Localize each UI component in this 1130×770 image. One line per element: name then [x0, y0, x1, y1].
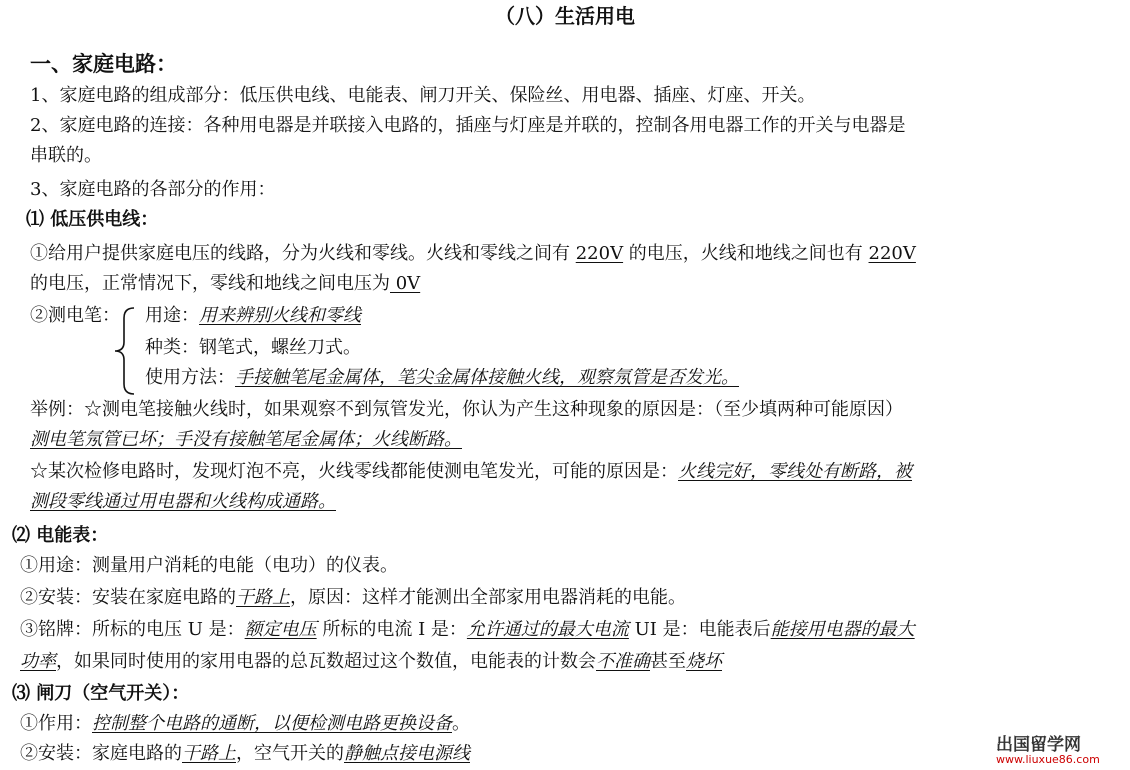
text: ③铭牌：所标的电压 U 是： [20, 619, 245, 640]
text: UI 是：电能表后 [628, 619, 771, 640]
answer-blank: 用来辨别火线和零线 [199, 305, 361, 326]
supply-line-text-2 [30, 272, 420, 296]
text: 所标的电流 I 是： [316, 619, 467, 640]
example-1-question: 举例：☆测电笔接触火线时，如果观察不到氖管发光，你认为产生这种现象的原因是：（至少填两种可能原因） [30, 399, 903, 420]
subheading-meter: ⑵ 电能表： [12, 525, 109, 546]
text: ，原因：这样才能测出全部家用电器消耗的电能。 [290, 587, 686, 608]
section-heading-household-circuit: 一、家庭电路： [30, 51, 177, 76]
answer-blank: 额定电压 [244, 619, 317, 640]
meter-install [20, 586, 686, 610]
example-2-answer-cont: 测段零线通过用电器和火线构成通路。 [30, 491, 336, 512]
answer-blank: 220V [575, 243, 624, 264]
supply-line-text-1 [30, 242, 916, 266]
meter-use: ①用途：测量用户消耗的电能（电功）的仪表。 [20, 555, 398, 576]
meter-nameplate-cont [20, 650, 722, 674]
answer-blank: 静触点接电源线 [344, 743, 470, 764]
paragraph-functions: 3、家庭电路的各部分的作用： [30, 179, 276, 200]
text: ☆某次检修电路时，发现灯泡不亮，火线零线都能使测电笔发光，可能的原因是： [30, 461, 678, 482]
example-1-answer: 测电笔氖管已坏；手没有接触笔尾金属体；火线断路。 [30, 429, 462, 450]
test-pen-method [145, 366, 739, 390]
paragraph-connection: 2、家庭电路的连接：各种用电器是并联接入电路的，插座与灯座是并联的，控制各用电器工作的开关与电器是 [30, 115, 906, 136]
text: 。 [452, 713, 470, 734]
answer-blank: 火线完好，零线处有断路，被 [678, 461, 912, 482]
text: ①给用户提供家庭电压的线路，分为火线和零线。火线和零线之间有 [30, 243, 576, 264]
test-pen-use [145, 304, 361, 328]
text: ②安装：安装在家庭电路的 [20, 587, 236, 608]
test-pen-label: ②测电笔： [30, 305, 120, 326]
answer-blank: 控制整个电路的通断，以便检测电路更换设备 [92, 713, 452, 734]
test-pen-types: 种类：钢笔式，螺丝刀式。 [145, 337, 361, 358]
switch-function [20, 712, 470, 736]
text: 的电压，正常情况下，零线和地线之间电压为 [30, 273, 390, 294]
text: 使用方法： [145, 367, 235, 388]
answer-blank: 干路上 [182, 743, 236, 764]
answer-blank: 不准确 [596, 651, 650, 672]
meter-nameplate [20, 618, 915, 642]
text: 用途： [145, 305, 199, 326]
watermark-text: 出国留学网 [996, 735, 1081, 755]
answer-blank: 能接用电器的最大 [770, 619, 915, 640]
answer-blank: 0V [390, 273, 421, 294]
text: 的电压，火线和地线之间也有 [623, 243, 869, 264]
paragraph-components: 1、家庭电路的组成部分：低压供电线、电能表、闸刀开关、保险丝、用电器、插座、灯座、开关。 [30, 85, 816, 106]
answer-blank: 220V [868, 243, 916, 264]
text: ，如果同时使用的家用电器的总瓦数超过这个数值，电能表的计数会 [56, 651, 596, 672]
paragraph-connection-cont: 串联的。 [30, 145, 102, 166]
answer-blank: 手接触笔尾金属体，笔尖金属体接触火线，观察氖管是否发光。 [235, 367, 739, 388]
text: ，空气开关的 [236, 743, 344, 764]
subheading-switch: ⑶ 闸刀（空气开关）： [12, 683, 190, 704]
text: ②安装：家庭电路的 [20, 743, 182, 764]
text: 甚至 [650, 651, 686, 672]
page-title: （八）生活用电 [495, 4, 635, 28]
curly-brace-icon [112, 306, 136, 396]
answer-blank: 功率 [20, 651, 56, 672]
example-2-question [30, 460, 912, 484]
answer-blank: 烧坏 [686, 651, 722, 672]
answer-blank: 干路上 [236, 587, 290, 608]
watermark-logo [996, 736, 1100, 766]
text: ①作用： [20, 713, 92, 734]
subheading-supply-line: ⑴ 低压供电线： [26, 209, 159, 230]
switch-install [20, 742, 470, 766]
answer-blank: 允许通过的最大电流 [466, 619, 629, 640]
watermark-url: www.liuxue86.com [996, 753, 1100, 766]
